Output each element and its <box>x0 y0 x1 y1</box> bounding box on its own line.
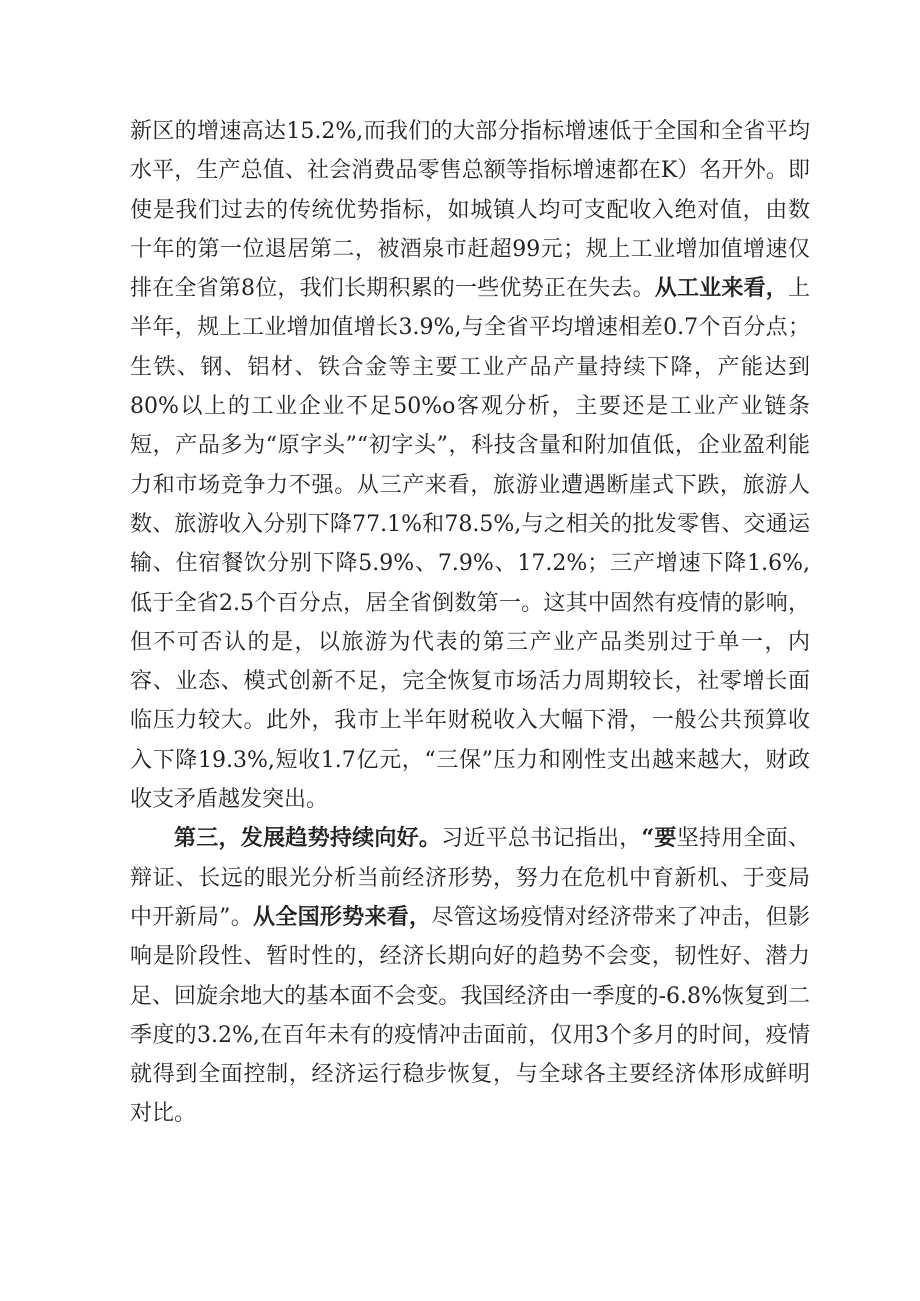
bold-heading-national: 从全国形势来看， <box>253 903 432 930</box>
text-segment: 坚持用全面、辩证、长远的眼光分析当前经济形势，努力在危机中育新机、于变局中开新局”。 <box>130 826 810 930</box>
text-segment: 尽管这场疫情对经济带来了冲击，但影响是阶段性、暂时性的，经济长期向好的趋势不会变，韧性好、潜力足、回旋余地大的基本面不会变。我国经济由一季度的-6.8%恢复到二季度的3.2%,在百年未有的疫情冲击面前，仅用3个多月的时间，疫情就得到全面控制，经济运行稳步恢复，与全球各主要经济体形成鲜明对比。 <box>130 904 810 1127</box>
text-segment: 习近平总书记指出， <box>441 826 642 852</box>
bold-heading-industry: 从工业来看， <box>654 275 788 302</box>
paragraph-economic-indicators <box>130 112 810 819</box>
bold-quote-open: “要 <box>641 825 677 852</box>
text-segment: 新区的增速高达15.2%,而我们的大部分指标增速低于全国和全省平均水平，生产总值、社会消费品零售总额等指标增速都在K）名开外。即使是我们过去的传统优势指标，如城镇人均可支配收入绝对值，由数十年的第一位退居第二，被酒泉市赶超99元；规上工业增加值增速仅排在全省第8位，我们长期积累的一些优势正在失去。 <box>130 119 810 302</box>
text-segment: 上半年，规上工业增加值增长3.9%,与全省平均增速相差0.7个百分点；生铁、钢、铝材、铁合金等主要工业产品产量持续下降，产能达到80%以上的工业企业不足50%o客观分析，主要还是工业产业链条短，产品多为“原字头”“初字头”，科技含量和附加值低，企业盈利能力和市场竞争力不强。从三产来看，旅游业遭遇断崖式下跌，旅游人数、旅游收入分别下降77.1%和78.5%,与之相关的批发零售、交通运输、住宿餐饮分别下降5.9%、7.9%、17.2%；三产增速下降1.6%,低于全省2.5个百分点，居全省倒数第一。这其中固然有疫情的影响，但不可否认的是，以旅游为代表的第三产业产品类别过于单一，内容、业态、模式创新不足，完全恢复市场活力周期较长，社零增长面临压力较大。此外，我市上半年财税收入大幅下滑，一般公共预算收入下降19.3%,短收1.7亿元，“三保”压力和刚性支出越来越大，财政收支矛盾越发突出。 <box>130 276 810 813</box>
bold-heading-third-point: 第三，发展趋势持续向好。 <box>174 825 442 852</box>
paragraph-development-trend <box>130 819 810 1133</box>
document-body <box>130 112 810 1134</box>
